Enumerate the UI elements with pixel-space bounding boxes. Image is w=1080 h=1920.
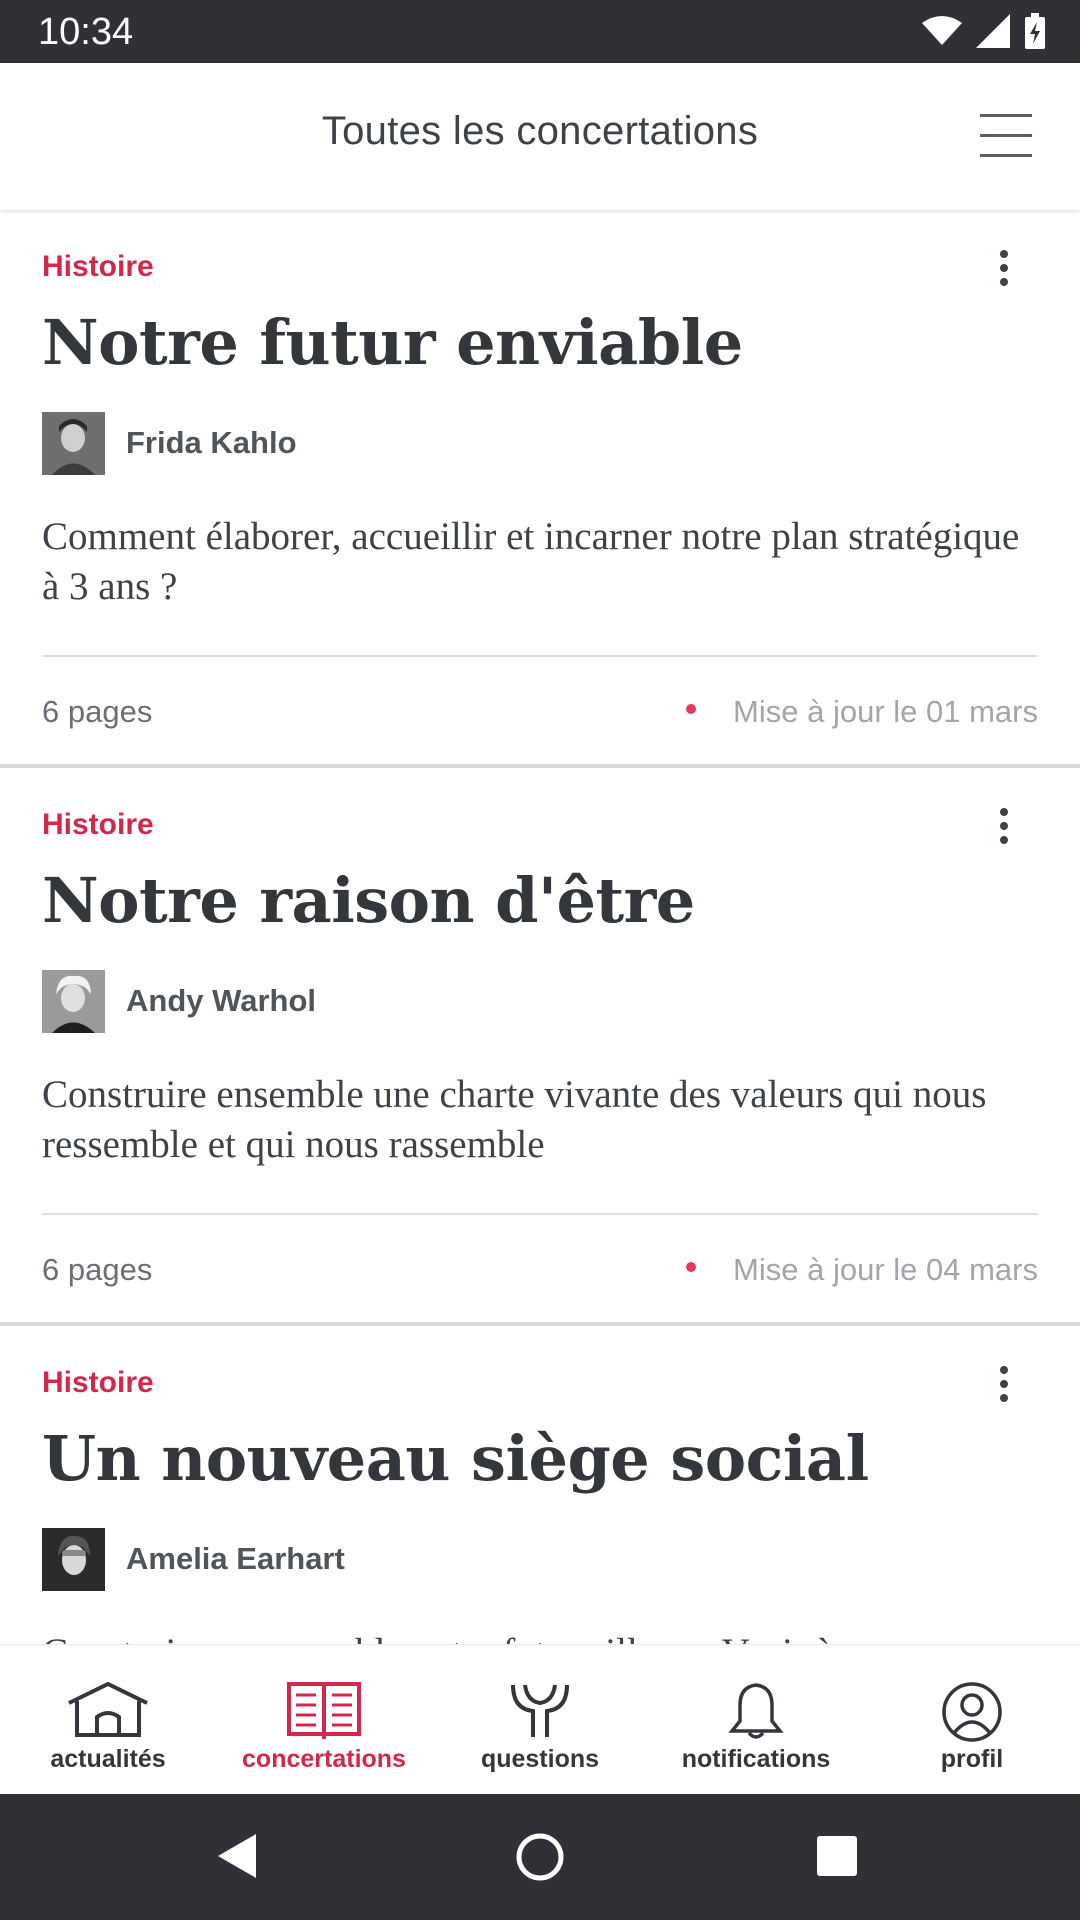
book-icon: [286, 1681, 362, 1741]
status-bar: [0, 0, 1080, 63]
nav-label: notifications: [681, 1745, 831, 1773]
card-category: Histoire: [42, 808, 154, 841]
card-description: Construire ensemble une charte vivante des valeurs qui nous ressemble et qui nous rassemble: [42, 1073, 987, 1166]
app-header: [0, 63, 1080, 210]
bell-icon: [728, 1681, 784, 1741]
signal-icon: [976, 14, 1010, 48]
card-author: Frida Kahlo: [126, 425, 297, 460]
user-icon: [941, 1681, 1003, 1743]
concertation-card[interactable]: [0, 768, 1080, 1326]
back-icon[interactable]: [218, 1834, 258, 1878]
fork-icon: [509, 1681, 571, 1739]
card-category: Histoire: [42, 250, 154, 283]
nav-item-questions[interactable]: [432, 1645, 648, 1795]
nav-item-actualites[interactable]: [0, 1645, 216, 1795]
card-title[interactable]: Un nouveau siège social: [42, 1422, 869, 1495]
update-dot-icon: [686, 1262, 696, 1272]
divider: [42, 655, 1038, 657]
recents-icon[interactable]: [817, 1836, 857, 1876]
nav-item-profil[interactable]: [864, 1645, 1080, 1795]
home-button-icon[interactable]: [515, 1832, 565, 1882]
update-dot-icon: [686, 704, 696, 714]
status-icons: [922, 12, 1046, 50]
card-author: Amelia Earhart: [126, 1541, 345, 1576]
battery-icon: [1024, 13, 1046, 49]
nav-item-notifications[interactable]: [648, 1645, 864, 1795]
avatar: [42, 970, 105, 1033]
card-title[interactable]: Notre raison d'être: [42, 864, 695, 937]
concertation-feed[interactable]: [0, 210, 1080, 1644]
hamburger-icon: [980, 114, 1032, 117]
nav-label: profil: [940, 1745, 1004, 1773]
card-category: Histoire: [42, 1366, 154, 1399]
card-updated: Mise à jour le 04 mars: [733, 1252, 1038, 1287]
more-options-icon[interactable]: [990, 1362, 1020, 1406]
nav-label: concertations: [242, 1745, 406, 1773]
bottom-nav: [0, 1644, 1080, 1795]
more-options-icon[interactable]: [990, 804, 1020, 848]
card-title[interactable]: Notre futur enviable: [42, 306, 743, 379]
card-updated: Mise à jour le 01 mars: [733, 694, 1038, 729]
page-title: Toutes les concertations: [321, 109, 759, 153]
concertation-card[interactable]: [0, 210, 1080, 768]
card-pages: 6 pages: [42, 1252, 153, 1287]
nav-item-concertations[interactable]: [216, 1645, 432, 1795]
avatar: [42, 1528, 105, 1591]
divider: [42, 1213, 1038, 1215]
avatar: [42, 412, 105, 475]
home-icon: [63, 1681, 153, 1737]
wifi-icon: [922, 15, 962, 47]
nav-label: actualités: [50, 1745, 166, 1773]
system-nav-bar: [0, 1794, 1080, 1920]
card-description: Comment élaborer, accueillir et incarner notre plan stratégique à 3 ans ?: [42, 515, 1020, 608]
status-time: 10:34: [38, 11, 134, 53]
card-pages: 6 pages: [42, 694, 153, 729]
menu-button[interactable]: [980, 114, 1032, 158]
nav-label: questions: [480, 1745, 600, 1773]
card-author: Andy Warhol: [126, 983, 317, 1018]
more-options-icon[interactable]: [990, 246, 1020, 290]
